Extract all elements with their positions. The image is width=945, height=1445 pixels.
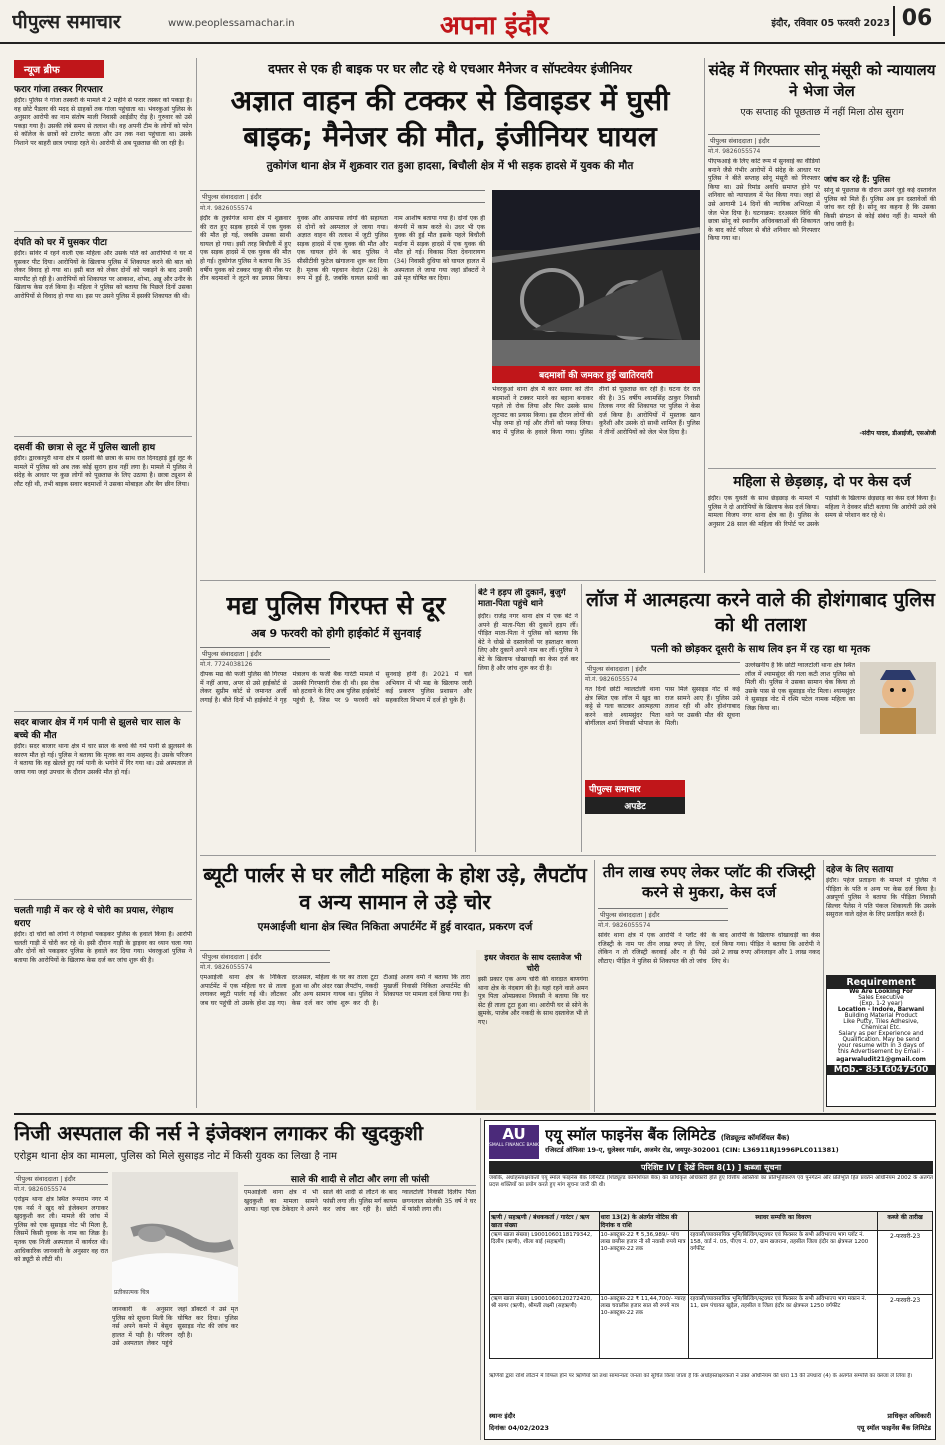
byline-name: पीपुल्स संवाददाता [600, 911, 643, 919]
badge-update: अपडेट [585, 797, 685, 814]
bank-table-row [489, 1231, 933, 1295]
byline-city: इंदौर [250, 953, 262, 961]
brief-title: दसवीं की छात्रा से लूट में पुलिस खाली हाथ [14, 443, 156, 453]
brief-title: फरार गांजा तस्कर गिरफ्तार [14, 85, 103, 95]
bank-signatory-bank: एयू स्मॉल फाइनेंस बैंक लिमिटेड [857, 1424, 931, 1432]
lead-body: इंदौर के तुकोगंज थाना क्षेत्र में शुक्रवार की रात हुए सड़क हादसे में एक युवक की मौत हो गई, जबकि उसका साथी घायल हो गया। इसी तरह बिचौली में हुए एक सड़क हादसे में एक युवक की मौत हो गई। तुकोगंज पुलिस ने बताया कि 35 वर्षीय युवक को टक्कर चाकू की नोंक पर तीन बदमाशों ने लूटने का प्रयास किया। युवक और आसपास लोगों की सहायता से दोनों को अस्पताल ले जाया गया। अज्ञात वाहन की तलाश में जुटी पुलिस सड़क हादसे में एक युवक की मौत और एक घायल होने के बाद पुलिस ने सीसीटीवी फुटेज खंगालना शुरू कर दिया है। मृतक की पहचान वेदांत (28) के रूप में हुई है, जबकि घायल साथी का नाम आशीष बताया गया है। दोनों एक ही कंपनी में काम करते थे। उधर भी एक युवक की हुई मौत इसके पहले बिचौली मर्दाना में सड़क हादसे में एक युवक की मौत हो गई। विकास पिता देवनारायण (34) निवासी दुधिया को घायल हालत में अस्पताल ले जाया गया जहां डॉक्टरों ने उसे मृत घोषित कर दिया। [200, 215, 485, 283]
ad-line: your resume with in 3 days of [837, 1043, 925, 1049]
nurse-story [14, 1120, 476, 1440]
lead-deck: तुकोगंज थाना क्षेत्र में शुक्रवार रात हुआ हादसा, बिचौली क्षेत्र में भी सड़क हादसे में युवक की मौत [266, 160, 634, 172]
accident-photo [492, 190, 700, 366]
bank-table [489, 1211, 933, 1371]
policeman-icon [860, 662, 936, 734]
brief-body: इंदौर। पुलिस ने गांजा तस्करी के मामले में 2 महीने से फरार तस्कर को पकड़ा है। वह छोटे पैडलर की मदद से ग्राहकों तक गांजा पहुंचाता था। भंवरकुआं पुलिस के अनुसार आरोपी का नाम संतोष माली निवासी आईडीए रोड़ है। गुरुवार को उसे पकड़ा गया है। उसकी लंबे समय से तलाश थी। वह अपनी टीम के लोगों को फोन से कॉलेज के छात्रों को टारगेट करता और उन तक नशा पहुंचाता था। उसके निशाने पर बाहरी छात्र ज्यादा रहते थे। आरोपी से अब पूछताछ की जा रही है। [14, 97, 192, 147]
hand-photo [112, 1172, 238, 1302]
ad-email[interactable]: agarwaludit21@gmail.com [836, 1056, 926, 1063]
molest-headline: महिला से छेड़छाड़, दो पर केस दर्ज [733, 474, 911, 490]
bank-logo [489, 1125, 539, 1159]
masthead [0, 0, 945, 44]
nurse-text [14, 1172, 108, 1437]
bike-wreck-image [492, 190, 700, 366]
bank-cell-property: रहवासी/व्यावसायिक भूमि/बिल्डिंग/स्ट्रक्चर एवं फिक्सर के सभी अविभाज्य भाग प्लॉट नं. 158, वार्ड नं. 05, पीएच नं. 07, ग्राम खजराना, तहसील जिला इंदौर का क्षेत्रफल 1200 वर्गफीट [689, 1231, 878, 1294]
lodge-update-text [745, 662, 855, 852]
nurse-headline: निजी अस्पताल की नर्स ने इंजेक्शन लगाकर की खुदकुशी [14, 1121, 424, 1145]
page-number: 06 [893, 6, 939, 36]
beauty-side [476, 950, 590, 1110]
column-divider [594, 860, 595, 1112]
bank-notice [484, 1120, 936, 1440]
lead-headline: अज्ञात वाहन की टक्कर से डिवाइडर में घुसी बाइक; मैनेजर की मौत, इंजीनियर घायल [230, 84, 670, 153]
bank-cell-notice: 10-अक्टूबर-22 ₹ 5,36,989/- पांच लाख छत्तीस हजार नौ सौ नवासी रुपये मात्र 10-अक्टूबर-22 तक [600, 1231, 690, 1294]
column-divider [480, 1118, 481, 1440]
sonu-headline: संदेह में गिरफ्तार सोनू मंसूरी को न्यायालय ने भेजा जेल [708, 61, 936, 100]
news-brief-column [14, 60, 192, 1110]
bank-table-header [489, 1211, 933, 1231]
brief-body: इंदौर। दो चोरों को लोगों ने रंगेहाथों पकड़कर पुलिस के हवाले किया है। आरोपी चलती गाड़ी में चोरी कर रहे थे। इसी दौरान गाड़ी के ड्राइवर का ध्यान चला गया और दोनों को पकड़कर पुलिस के हवाले कर दिया गया। भंवरकुआं पुलिस ने बताया कि आरोपियों के खिलाफ केस दर्ज कर जांच शुरू की है। [14, 931, 192, 964]
plot-mobile: मो.नं. 9826055574 [598, 922, 651, 929]
lodge-deck: पत्नी को छोड़कर दूसरी के साथ लिव इन में रह रहा था मृतक [651, 644, 870, 655]
ad-line: (Exp. 1-2 year) [859, 1001, 903, 1007]
byline-city: इंदौर [635, 665, 647, 673]
lead-story [200, 60, 700, 575]
beauty-body: एमआईजी थाना क्षेत्र के निकिता अपार्टमेंट में एक महिला घर से ताला लगाकर ब्यूटी पार्लर गई थी। लौटकर जब घर पहुंची तो उसके होश उड़ गए। दरअसल, महिला के घर का ताला टूटा हुआ था और अंदर रखा लैपटॉप, नकदी और अन्य सामान गायब था। पुलिस ने केस दर्ज कर जांच शुरू कर दी है। टीआई अजय वर्मा ने बताया कि तारा मुखर्जी निवासी निकिता अपार्टमेंट की शिकायत पर मामला दर्ज किया गया है। [200, 974, 470, 1007]
beauty-mobile: मो.नं. 9826055574 [200, 964, 253, 971]
ad-line: Like Putty, Tiles Adhesive, [843, 1019, 919, 1025]
photo-caption: बदमाशों की जमकर हुई खातिरदारी [492, 366, 700, 383]
lodge-text [585, 662, 740, 852]
caption-body: भंवरकुआं थाना क्षेत्र में कार सवार को तीन बदमाशों ने टक्कर मारने का बहाना बनाकर पहले तो रोक लिया और फिर उसके साथ लूटपाट का प्रयास किया। इस दौरान लोगों की भीड़ जमा हो गई और तीनों को पकड़ लिया। बाद में पुलिस के हवाले किया गया। पुलिस तीनों से पूछताछ कर रही है। घटना देर रात की है। 35 वर्षीय श्यामसिंह ठाकुर निवासी तिलक नगर की शिकायत पर पुलिस ने केस दर्ज किया है। आरोपियों में मुस्ताक खान कुरैशी और उसके दो साथी शामिल हैं। पुलिस ने तीनों आरोपियों को जेल भेज दिया है। [492, 386, 700, 436]
caption-box [492, 366, 700, 571]
beauty-headline: ब्यूटी पार्लर से घर लौटी महिला के होश उड़े, लैपटॉप व अन्य सामान ले उड़े चोर [203, 863, 587, 914]
byline-name: पीपुल्स संवाददाता [16, 1175, 59, 1183]
bank-title [545, 1125, 933, 1145]
brief-title: चलती गाड़ी में कर रहे थे चोरी का प्रयास, रंगेहाथ धराए [14, 906, 174, 929]
nurse-body: एरोड्रम थाना क्षेत्र स्थित रूपराम नगर में एक नर्स ने खुद को इंजेक्शन लगाकर खुदकुशी कर ली। मामले की जांच में पुलिस को एक सुसाइड नोट भी मिला है, जिसमें किसी युवक के नाम का जिक्र है। मृतक एक निजी अस्पताल में कार्यरत थी। आधिकारिक जानकारी के अनुसार वह रात को ड्यूटी से लौटी थी। [14, 1196, 108, 1264]
bank-address: रजिस्टर्ड ऑफिसः 19-ए, धुलेश्वर गार्डन, अजमेर रोड, जयपुर-302001 (CIN: L36911RJ1996PLC011381) [545, 1146, 839, 1154]
molest-story [708, 472, 936, 574]
lead-text-column [200, 190, 485, 570]
brief-item [14, 711, 192, 893]
liquor-body: दीपक मद्य की फर्जी पुलिस की गिरफ्त में नहीं आया, अपर से उसे हाईकोर्ट से लेकर सुप्रीम कोर्ट से जमानत अर्जी लगाई है। बीते दिनों भी हाईकोर्ट ने गृह मंत्रालय के फर्जी बैंक गारंटी मामले में उसकी गिरफ्तारी रोक दी थी। इस रोक को हटवाने के लिए अब पुलिस हाईकोर्ट पहुंची है, जिस पर 9 फरवरी को सुनवाई होनी है। 2021 में चले अभियान में भी मद्य के खिलाफ जारी कई प्रकरण पुलिस प्रशासन और सहकारिता विभाग में दर्ज हो चुके हैं। [200, 671, 472, 704]
ad-title: Requirement [827, 976, 935, 989]
sonu-sub-intro [824, 134, 936, 174]
bank-logo-mark: AU [502, 1125, 526, 1143]
brief-title: सदर बाजार क्षेत्र में गर्म पानी से झुलसे चार साल के बच्चे की मौत [14, 718, 181, 741]
nurse-deck: एरोड्रम थाना क्षेत्र का मामला, पुलिस को मिले सुसाइड नोट में किसी युवक का लिखा है नाम [14, 1151, 338, 1162]
section-divider [708, 468, 936, 469]
beauty-story [200, 862, 590, 1112]
brief-body: इंदौर। सदर बाजार थाना क्षेत्र में चार साल के बच्चे की गर्म पानी से झुलसने के कारण मौत हो गई। पुलिस ने बताया कि मृतक का नाम अहमद है। उसके परिजन ने बताया कि वह खेलते हुए गर्म पानी के भगोने में गिर गया था। उसे अस्पताल ले जाया गया जहां उपचार के दौरान उसकी मौत हो गई। [14, 743, 192, 776]
bank-name-sub: (शिड्यूल्ड कॉमर्शियल बैंक) [720, 1134, 790, 1142]
section-divider [14, 1113, 936, 1115]
bank-col-date: कब्जे की तारीख [887, 1214, 923, 1221]
nurse-byline: पीपुल्स संवाददाता | इंदौर [14, 1172, 108, 1185]
plot-headline: तीन लाख रुपए लेकर प्लॉट की रजिस्ट्री करने से मुकरा, केस दर्ज [602, 863, 816, 901]
liquor-mobile: मो.नं. 7724038126 [200, 661, 253, 668]
sonu-deck: एक सप्ताह की पूछताछ में नहीं मिला ठोस सुराग [740, 107, 904, 118]
column-divider [196, 58, 197, 1108]
nurse-photo [112, 1172, 238, 1302]
nurse-mid-body: जानकारी के अनुसार पुलिस को सूचना मिली कि नर्स अपने कमरे में बेसुध हालत में पड़ी है। परिजन उसे अस्पताल लेकर पहुंचे जहां डॉक्टरों ने उसे मृत घोषित कर दिया। पुलिस सुसाइड नोट की जांच कर रही है। [112, 1306, 238, 1348]
column-divider [581, 584, 582, 852]
bank-notice-title: परिशिष्ट IV [ देखें नियम 8(1) ] कब्जा सूचना [489, 1161, 933, 1174]
brief-item [14, 899, 192, 1091]
ad-line: Salary as per Experience and [838, 1031, 924, 1037]
column-divider [475, 584, 476, 852]
brief-label: न्यूज ब्रीफ [14, 60, 104, 78]
molest-body: इंदौर। एक युवती के साथ छेड़छाड़ के मामले में पुलिस ने दो आरोपियों के खिलाफ केस दर्ज किया। मामला विजय नगर थाना क्षेत्र का है। पुलिस के अनुसार 28 साल की महिला की रिपोर्ट पर उसके पड़ोसी के खिलाफ छेड़छाड़ का केस दर्ज किया है। महिला ने देवकर सीटी बताया कि आरोपी उसे लंबे समय से परेशान कर रहे थे। [708, 495, 936, 528]
bank-footer: ऋणियों द्वारा राशि लौटाने में विफल होने पर ऋणियों को तथा सामान्यतः जनता को सूचित किया जाता है कि अधोहस्ताक्षरकर्ता ने उक्त अधिनियम की धारा 13 की उपधारा (4) के अंतर्गत सम्पत्ति का कब्जा ले लिया है। [489, 1373, 913, 1379]
section-divider [200, 580, 936, 581]
byline-city: इंदौर [758, 137, 770, 145]
nurse-sub-body: एमआईजी थाना क्षेत्र में भी खुदकुशी का मामला सामने आया। यहां एक ठेकेदार ने अपने साले की शादी से लौटने के बाद फांसी लगा ली। पुलिस मर्ग कायम कर जांच कर रही है। छोटी ग्वालटोली निवासी दिलीप पिता छगनलाल सोलंकी 35 वर्ष ने घर में फांसी लगा ली। [244, 1189, 476, 1214]
section-title: अपना इंदौर [440, 11, 549, 41]
plot-story [598, 862, 820, 1112]
brief-body: इंदौर। द्वारकापुरी थाना क्षेत्र में दसवीं की छात्रा के साथ रात दिनदहाड़े हुई लूट के मामले में पुलिस को अब तक कोई सुराग हाथ नहीं लगा है। मामले में पुलिस ने संदेह के आधार पर कुछ लोगों को पूछताछ के लिए उठाया है। छात्रा ट्यूशन से लौट रही थी, तभी बाइक सवार बदमाशों ने उसका मोबाइल और बैग छीन लिया। [14, 455, 192, 488]
requirement-ad [826, 975, 936, 1107]
sonu-mobile: मो.नं. 9826055574 [708, 148, 761, 155]
brief-title: दंपति को घर में घुसकर पीटा [14, 238, 107, 248]
bank-cell-property: रहवासी/व्यावसायिक भूमि/बिल्डिंग/स्ट्रक्चर एवं फिक्सर के सभी अविभाज्य भाग मकान नं. 11, ग्राम पंचायत खुड़ैल, तहसील व जिला इंदौर का क्षेत्रफल 1250 वर्गफीट [689, 1295, 878, 1358]
byline-name: पीपुल्स संवाददाता [202, 650, 245, 658]
liquor-headline: मद्य पुलिस गिरफ्त से दूर [226, 591, 446, 620]
lodge-headline: लॉज में आत्महत्या करने वाले की होशंगाबाद पुलिस को थी तलाश [586, 589, 935, 636]
nurse-sub-title: साले की शादी से लौटा और लगा ली फांसी [244, 1172, 476, 1186]
police-cartoon [860, 662, 936, 734]
byline-city: इंदौर [648, 911, 660, 919]
bank-logo-sub: SMALL FINANCE BANK [489, 1143, 539, 1148]
dateline: इंदौर, रविवार 05 फरवरी 2023 [771, 18, 890, 29]
lead-mobile: मो.नं. 9826055574 [200, 205, 253, 212]
lodge-byline: पीपुल्स संवाददाता | इंदौर [585, 662, 740, 675]
bank-date: दिनांकः 04/02/2023 [489, 1424, 549, 1432]
sonu-story [708, 60, 936, 465]
ad-line: We Are Looking For [849, 989, 913, 995]
byline-name: पीपुल्स संवाददाता [202, 953, 245, 961]
dowry-body: इंदौर। पहेज प्रताड़ना के मामले में पुलिस ने पीड़िता के पति व अन्य पर केस दर्ज किया है। अन्नपूर्णा पुलिस ने बताया कि पीड़िता निवासी सिल्वर पैलेस ने पति पंकज शिकायती कि उसके ससुराल वाले दहेज के लिए प्रताड़ित करते हैं। [826, 877, 936, 919]
dowry-headline: दहेज के लिए सताया [826, 865, 894, 875]
update-badge [585, 780, 685, 814]
sonu-sub-title: जांच कर रहे हैं: पुलिस [824, 175, 891, 184]
brief-item [14, 82, 192, 225]
beauty-byline: पीपुल्स संवाददाता | इंदौर [200, 950, 330, 963]
parents-story [478, 588, 578, 850]
lead-byline: पीपुल्स संवाददाता | इंदौर [200, 190, 485, 203]
column-divider [823, 860, 824, 1112]
bank-cell-date: 2-फरवरी-23 [890, 1233, 921, 1240]
lodge-update-body: उल्लेखनीय है कि छोटी ग्वालटोली थाना क्षेत्र स्थित लॉज में श्यामसुंदर की गला कटी लाश पुलिस को मिली थी। पुलिस ने उसका सामान चेक किया तो उसके पास से एक सुसाइड नोट मिला। श्यामसुंदर ने सुसाइड नोट में रश्मि पटेल नामक महिला का जिक्र किया था। [745, 662, 855, 712]
bank-name: एयू स्मॉल फाइनेंस बैंक लिमिटेड [545, 1126, 716, 1144]
plot-body: सांवेर थाना क्षेत्र में एक आरोपी ने प्लॉट की रजिस्ट्री के नाम पर तीन लाख रुपए ले लिए, लेकिन न तो रजिस्ट्री करवाई और न ही पैसे लौटाए। पीड़ित ने पुलिस से शिकायत की तो जांच के बाद आरोपी के खिलाफ धोखाधड़ी का केस दर्ज किया गया। पीड़ित ने बताया कि आरोपी ने उसे 2 लाख रुपए ऑनलाइन और 1 लाख नकद लिए थे। [598, 932, 820, 965]
beauty-deck: एमआईजी थाना क्षेत्र स्थित निकिता अपार्टमेंट में हुई वारदात, प्रकरण दर्ज [257, 921, 533, 933]
ad-mobile: Mob.- 8516047500 [827, 1065, 935, 1075]
beauty-text [200, 950, 470, 1110]
liquor-byline: पीपुल्स संवाददाता | इंदौर [200, 647, 330, 660]
lodge-story [585, 588, 936, 853]
bank-col-notice: धारा 13(2) के अंतर्गत नोटिस की दिनांक व राशि [600, 1212, 690, 1230]
bank-intro: जबकि, अधोहस्ताक्षरकर्ता एयू स्मॉल फाइनेंस बैंक लिमिटेड (शिड्यूल्ड कॉमर्शियल बैंक) का प्राधिकृत अधिकारी होते हुए वित्तीय आस्तियों का प्रतिभूतिकरण एवं पुनर्गठन और प्रतिभूति हित प्रवर्तन अधिनियम 2002 के अंतर्गत प्रदत्त शक्तियों का प्रयोग करते हुए मांग सूचना जारी की थी। [489, 1175, 933, 1188]
sonu-sub-body: सोनू से पूछताछ के दौरान उसने जुड़े कई दस्तावेज पुलिस को मिले हैं। पुलिस अब इन दस्तावेजों की जांच कर रही है। सोनू का कहना है कि उसका किसी संगठन से कोई संबंध नहीं है। मामले की जांच जारी है। [824, 187, 936, 229]
bank-col-party: ऋणी / सहऋणी / बंधककर्ता / गारंटर / ऋण खाता संख्या [490, 1212, 600, 1230]
bank-cell-date: 2-फरवरी-23 [890, 1297, 921, 1304]
website: www.peoplessamachar.in [168, 18, 295, 29]
brief-item [14, 436, 192, 705]
bank-cell-party: (ऋण खाता संख्या) L9001060118179342, दिलीप (ऋणी), शीला बाई (सहऋणी) [490, 1231, 600, 1294]
paper-name: पीपुल्स समाचार [12, 11, 121, 33]
nurse-mobile: मो.नं. 9826055574 [14, 1186, 67, 1193]
brief-item [14, 231, 192, 430]
lead-kicker: दफ्तर से एक ही बाइक पर घर लौट रहे थे एचआर मैनेजर व सॉफ्टवेयर इंजीनियर [268, 61, 632, 76]
sonu-sub [824, 134, 936, 464]
byline-city: इंदौर [250, 193, 262, 201]
bank-place: स्थानः इंदौर [489, 1412, 516, 1420]
bank-cell-notice: 10-अक्टूबर-22 ₹ 11,44,700/- ग्यारह लाख चवालीस हजार सात सौ रुपये मात्र 10-अक्टूबर-22 तक [600, 1295, 690, 1358]
parents-headline: बेटे ने हड़प ली दुकानें, बुजुर्ग माता-पिता पहुंचे थाने [478, 588, 566, 609]
ad-line: Building Material Product [844, 1013, 918, 1019]
bank-signatory: प्राधिकृत अधिकारी [887, 1412, 931, 1420]
liquor-story [200, 588, 472, 850]
nurse-photo-caption: प्रतीकात्मक चित्र [114, 1289, 150, 1296]
byline-name: पीपुल्स संवाददाता [202, 193, 245, 201]
ad-line: Location - Indore, Barwani [837, 1007, 925, 1013]
byline-city: इंदौर [64, 1175, 76, 1183]
section-divider [200, 855, 936, 856]
ad-line: Qualification. May be send [842, 1037, 920, 1043]
beauty-side-body: इसी प्रकार एक अन्य चोरी की वारदात बाणगंगा थाना क्षेत्र के नंदबाग की है। यहां रहने वाले अमन पुत्र पिता ओमप्रकाश निवासी ने बताया कि घर सेट ही ताला टूटा हुआ था। आरोपी घर से सोने के झुमके, पाजेब और नकदी के साथ दस्तावेज भी ले गए। [478, 976, 588, 1026]
byline-city: इंदौर [250, 650, 262, 658]
sonu-text [708, 134, 820, 464]
parents-body: इंदौर। राजेंद्र नगर थाना क्षेत्र में एक बेटे ने अपने ही माता-पिता की दुकानें हड़प लीं। पीड़ित माता-पिता ने पुलिस को बताया कि बेटे ने धोखे से दस्तावेजों पर हस्ताक्षर करवा लिए और दुकानें अपने नाम कर लीं। पुलिस ने बेटे के खिलाफ धोखाधड़ी का केस दर्ज कर लिया है और जांच शुरू कर दी है। [478, 613, 578, 672]
lodge-mobile: मो.नं. 9826055574 [585, 676, 638, 683]
bank-cell-party: (ऋण खाता संख्या) L9001060120272420, श्री सागर (ऋणी), श्रीमती लक्ष्मी (सहऋणी) [490, 1295, 600, 1358]
ad-line: this Advertisement by Email - [838, 1049, 924, 1055]
column-divider [704, 58, 705, 573]
sonu-body: पीएफआई के लिए कोर्ट रूम में सुनवाई का वीडियो बनाने जैसे गंभीर आरोपों में संदेह के आधार पर पुलिस ने बीते सप्ताह सोनू मंसूरी को गिरफ्तार किया था। उसे रिमांड अवधि समाप्त होने पर शनिवार को न्यायालय में पेश किया गया। जहां से उसे आगामी 14 दिनों की न्यायिक अभिरक्षा में जेल भेज दिया है। घटनाक्रम: दरअसल विधि की छात्रा सोनू को स्थानीय अधिवक्ताओं की शिकायत के बाद कोर्ट परिसर से बीते शनिवार को गिरफ्तार किया गया था। [708, 158, 820, 243]
nurse-sub [244, 1172, 476, 1437]
liquor-deck: अब 9 फरवरी को होगी हाईकोर्ट में सुनवाई [250, 627, 422, 640]
beauty-side-title: इधर जेवरात के साथ दस्तावेज भी चोरी [484, 953, 582, 973]
ad-line: Chemical Etc. [861, 1025, 901, 1031]
plot-byline: पीपुल्स संवाददाता | इंदौर [598, 908, 728, 921]
badge-paper: पीपुल्स समाचार [585, 780, 685, 797]
lodge-body: गत दिनों छोटी ग्वालटोली थाना क्षेत्र स्थित एक लॉज में खुद का कट्टे से गला काटकर आत्महत्या करने वाले श्यामसुंदर पिता बोर्गीलाल शर्मा निवासी भोपाल के पास मिले सुसाइड नोट से कई राज सामने आए हैं। पुलिस उसे तलाश रही थी और होशंगाबाद थाने पर उसकी मौत की सूचना मिली। [585, 686, 740, 728]
bank-table-row [489, 1295, 933, 1359]
byline-name: पीपुल्स संवाददाता [587, 665, 630, 673]
byline-name: पीपुल्स संवाददाता [710, 137, 753, 145]
nurse-mid-text [112, 1306, 238, 1436]
ad-line: Sales Executive [858, 995, 904, 1001]
sonu-byline: पीपुल्स संवाददाता | इंदौर [708, 134, 820, 147]
dowry-story [826, 862, 936, 972]
sonu-signature: -संदीप यादव, डीआईजी, एसओजी [859, 430, 936, 437]
brief-body: इंदौर। सांवेर में रहने वाली एक महिला और उसके पति को आरोपियों ने घर में घुसकर पीट दिया। आरोपियों के खिलाफ पुलिस में शिकायत करने की बात को लेकर विवाद हो गया था। इसी बात को लेकर दोनों को पकड़ने के बाद उनकी मारपीट हो रही है। आरोपियों को शिकायत पर आकाश, शोभा, अन्नू और उनीर के खिलाफ केस दर्ज किया है। महिला ने पुलिस को बताया कि पिछले दिनों उसका आरोपियों से विवाद हो गया था। इस पर उसने पुलिस में इसकी शिकायत की थी। [14, 250, 192, 300]
bank-col-property: स्थावर सम्पत्ति का विवरण [689, 1212, 878, 1230]
